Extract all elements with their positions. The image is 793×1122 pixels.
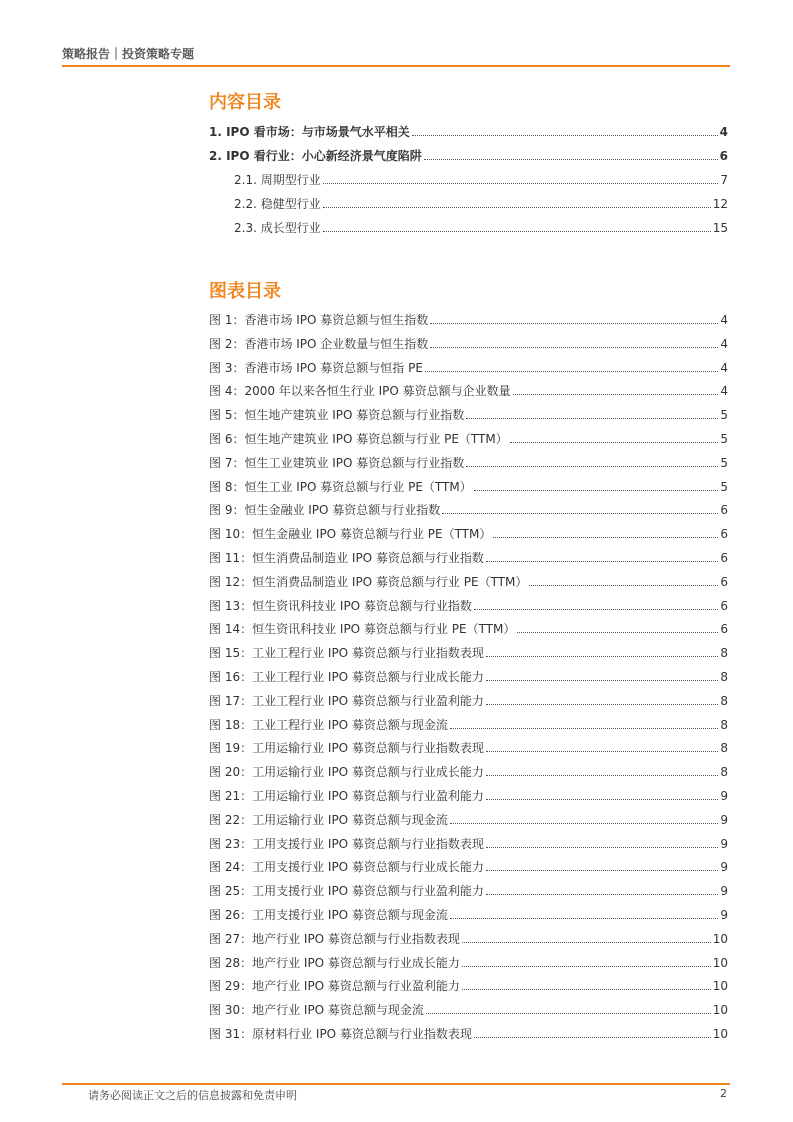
dot-leader — [450, 917, 718, 919]
dot-leader — [517, 631, 718, 633]
figure-entry-page: 6 — [720, 622, 728, 637]
figure-entry-label: 图 13：恒生资讯科技业 IPO 募资总额与行业指数 — [209, 598, 472, 613]
dot-leader — [529, 584, 718, 586]
dot-leader — [493, 536, 718, 538]
figure-entry-page: 8 — [720, 717, 728, 732]
figure-entry[interactable] — [209, 333, 728, 357]
dot-leader — [466, 465, 718, 467]
figure-entry[interactable] — [209, 952, 728, 976]
figure-entry-label: 图 4：2000 年以来各恒生行业 IPO 募资总额与企业数量 — [209, 384, 511, 399]
dot-leader — [466, 417, 718, 419]
dot-leader — [486, 560, 718, 562]
figure-entry[interactable] — [209, 357, 728, 381]
dot-leader — [426, 1012, 711, 1014]
contents-entry-page: 6 — [719, 149, 728, 163]
figure-entry-page: 9 — [720, 836, 728, 851]
figure-entry-page: 6 — [720, 503, 728, 518]
figure-entry[interactable] — [209, 690, 728, 714]
dot-leader — [462, 941, 711, 943]
contents-entry-label: 2. IPO 看行业：小心新经济景气度陷阱 — [209, 149, 422, 163]
figure-entry[interactable] — [209, 309, 728, 333]
figure-entry-page: 10 — [712, 979, 728, 994]
figure-entry-label: 图 11：恒生消费品制造业 IPO 募资总额与行业指数 — [209, 550, 484, 565]
figure-entry-label: 图 26：工用支援行业 IPO 募资总额与现金流 — [209, 907, 448, 922]
contents-title: 内容目录 — [209, 92, 281, 113]
figure-entry-page: 10 — [712, 1003, 728, 1018]
footer-divider — [62, 1083, 730, 1085]
dot-leader — [430, 322, 718, 324]
figure-entry[interactable] — [209, 737, 728, 761]
figure-entry-label: 图 7：恒生工业建筑业 IPO 募资总额与行业指数 — [209, 455, 465, 470]
figure-entry[interactable] — [209, 761, 728, 785]
figure-entry-label: 图 28：地产行业 IPO 募资总额与行业成长能力 — [209, 955, 460, 970]
figure-entry-page: 4 — [720, 336, 728, 351]
figure-entry-label: 图 10：恒生金融业 IPO 募资总额与行业 PE（TTM） — [209, 527, 492, 542]
figure-entry[interactable] — [209, 1023, 728, 1047]
dot-leader — [486, 703, 718, 705]
dot-leader — [450, 822, 718, 824]
figure-entry-label: 图 27：地产行业 IPO 募资总额与行业指数表现 — [209, 931, 460, 946]
figure-entry[interactable] — [209, 785, 728, 809]
dot-leader — [474, 1036, 711, 1038]
figure-entry-page: 9 — [720, 788, 728, 803]
figure-entry[interactable] — [209, 809, 728, 833]
figure-entry[interactable] — [209, 523, 728, 547]
figure-entry-label: 图 30：地产行业 IPO 募资总额与现金流 — [209, 1003, 424, 1018]
figure-entry-page: 4 — [720, 384, 728, 399]
contents-entry[interactable] — [209, 144, 728, 168]
figure-entry-label: 图 31：原材料行业 IPO 募资总额与行业指数表现 — [209, 1026, 472, 1041]
figure-entry[interactable] — [209, 452, 728, 476]
report-header: 策略报告｜投资策略专题 — [62, 47, 195, 61]
figure-entry[interactable] — [209, 904, 728, 928]
figure-entry-page: 10 — [712, 1026, 728, 1041]
contents-entry[interactable] — [209, 192, 728, 216]
figure-entry-label: 图 25：工用支援行业 IPO 募资总额与行业盈利能力 — [209, 884, 484, 899]
page-number: 2 — [720, 1087, 727, 1100]
figure-entry[interactable] — [209, 595, 728, 619]
figure-entry-label: 图 6：恒生地产建筑业 IPO 募资总额与行业 PE（TTM） — [209, 431, 508, 446]
dot-leader — [486, 893, 718, 895]
dot-leader — [323, 182, 719, 184]
figure-entry-label: 图 3：香港市场 IPO 募资总额与恒指 PE — [209, 360, 423, 375]
figure-entry[interactable] — [209, 547, 728, 571]
dot-leader — [486, 655, 718, 657]
figure-entry-page: 8 — [720, 646, 728, 661]
figure-entry-label: 图 24：工用支援行业 IPO 募资总额与行业成长能力 — [209, 860, 484, 875]
contents-list — [209, 120, 728, 240]
figure-entry-page: 9 — [720, 812, 728, 827]
dot-leader — [323, 206, 711, 208]
figure-entry-label: 图 16：工业工程行业 IPO 募资总额与行业成长能力 — [209, 669, 484, 684]
figure-entry-label: 图 15：工业工程行业 IPO 募资总额与行业指数表现 — [209, 646, 484, 661]
contents-entry-label: 2.1. 周期型行业 — [234, 173, 321, 187]
figure-entry-label: 图 8：恒生工业 IPO 募资总额与行业 PE（TTM） — [209, 479, 472, 494]
figure-entry-label: 图 21：工用运输行业 IPO 募资总额与行业盈利能力 — [209, 788, 484, 803]
figure-entry[interactable] — [209, 856, 728, 880]
figure-entry-label: 图 19：工用运输行业 IPO 募资总额与行业指数表现 — [209, 741, 484, 756]
figure-entry-page: 8 — [720, 765, 728, 780]
dot-leader — [462, 988, 711, 990]
figure-entry-page: 10 — [712, 931, 728, 946]
figure-entry[interactable] — [209, 714, 728, 738]
figure-entry-page: 9 — [720, 907, 728, 922]
figure-entry-page: 4 — [720, 313, 728, 327]
figure-entry-label: 图 18：工业工程行业 IPO 募资总额与现金流 — [209, 717, 448, 732]
figure-entry[interactable] — [209, 618, 728, 642]
figure-entry[interactable] — [209, 380, 728, 404]
contents-entry-page: 4 — [719, 125, 728, 139]
dot-leader — [425, 370, 718, 372]
figure-entry-page: 5 — [720, 455, 728, 470]
contents-entry-page: 12 — [712, 197, 728, 211]
dot-leader — [486, 774, 718, 776]
dot-leader — [486, 798, 718, 800]
figure-entry-page: 10 — [712, 955, 728, 970]
figure-entry-page: 5 — [720, 431, 728, 446]
figure-entry-label: 图 12：恒生消费品制造业 IPO 募资总额与行业 PE（TTM） — [209, 574, 528, 589]
figure-entry[interactable] — [209, 833, 728, 857]
figure-entry-label: 图 17：工业工程行业 IPO 募资总额与行业盈利能力 — [209, 693, 484, 708]
figure-entry-page: 9 — [720, 860, 728, 875]
dot-leader — [486, 869, 718, 871]
figure-entry-page: 8 — [720, 741, 728, 756]
figure-entry-label: 图 1：香港市场 IPO 募资总额与恒生指数 — [209, 313, 429, 327]
contents-entry-label: 1. IPO 看市场：与市场景气水平相关 — [209, 125, 410, 139]
dot-leader — [513, 393, 719, 395]
contents-entry-page: 15 — [712, 221, 728, 235]
figure-entry-page: 6 — [720, 574, 728, 589]
figure-entry[interactable] — [209, 404, 728, 428]
dot-leader — [450, 727, 718, 729]
figure-entry[interactable] — [209, 975, 728, 999]
figure-entry[interactable] — [209, 880, 728, 904]
dot-leader — [486, 679, 718, 681]
dot-leader — [323, 230, 711, 232]
figure-entry[interactable] — [209, 642, 728, 666]
figure-entry-label: 图 23：工用支援行业 IPO 募资总额与行业指数表现 — [209, 836, 484, 851]
figure-entry-label: 图 29：地产行业 IPO 募资总额与行业盈利能力 — [209, 979, 460, 994]
dot-leader — [412, 134, 718, 136]
dot-leader — [430, 346, 718, 348]
figure-entry[interactable] — [209, 428, 728, 452]
figure-entry[interactable] — [209, 499, 728, 523]
dot-leader — [442, 512, 718, 514]
figure-entry-label: 图 20：工用运输行业 IPO 募资总额与行业成长能力 — [209, 765, 484, 780]
dot-leader — [510, 441, 719, 443]
figure-entry-label: 图 2：香港市场 IPO 企业数量与恒生指数 — [209, 336, 429, 351]
dot-leader — [486, 750, 718, 752]
dot-leader — [474, 608, 718, 610]
contents-entry-page: 7 — [720, 173, 728, 187]
figures-list — [209, 309, 728, 1047]
figure-entry-page: 5 — [720, 479, 728, 494]
contents-entry-label: 2.2. 稳健型行业 — [234, 197, 321, 211]
figure-entry-page: 8 — [720, 669, 728, 684]
figure-entry[interactable] — [209, 666, 728, 690]
figure-entry[interactable] — [209, 928, 728, 952]
figure-entry-page: 6 — [720, 598, 728, 613]
figure-entry-label: 图 9：恒生金融业 IPO 募资总额与行业指数 — [209, 503, 441, 518]
figure-entry-page: 6 — [720, 527, 728, 542]
contents-entry[interactable] — [209, 216, 728, 240]
figure-entry-label: 图 14：恒生资讯科技业 IPO 募资总额与行业 PE（TTM） — [209, 622, 516, 637]
dot-leader — [486, 846, 718, 848]
figure-entry[interactable] — [209, 571, 728, 595]
dot-leader — [474, 489, 719, 491]
figure-entry-page: 8 — [720, 693, 728, 708]
contents-entry[interactable] — [209, 168, 728, 192]
figure-entry-page: 6 — [720, 550, 728, 565]
footer-disclaimer: 请务必阅读正文之后的信息披露和免责申明 — [88, 1089, 297, 1102]
figure-entry-page: 9 — [720, 884, 728, 899]
figure-entry[interactable] — [209, 999, 728, 1023]
figure-entry-label: 图 22：工用运输行业 IPO 募资总额与现金流 — [209, 812, 448, 827]
contents-entry-label: 2.3. 成长型行业 — [234, 221, 321, 235]
contents-entry[interactable] — [209, 120, 728, 144]
figure-entry[interactable] — [209, 476, 728, 500]
figures-title: 图表目录 — [209, 281, 281, 302]
figure-entry-page: 5 — [720, 408, 728, 423]
dot-leader — [462, 965, 711, 967]
figure-entry-page: 4 — [720, 360, 728, 375]
figure-entry-label: 图 5：恒生地产建筑业 IPO 募资总额与行业指数 — [209, 408, 465, 423]
dot-leader — [424, 158, 718, 160]
header-divider — [62, 65, 730, 67]
